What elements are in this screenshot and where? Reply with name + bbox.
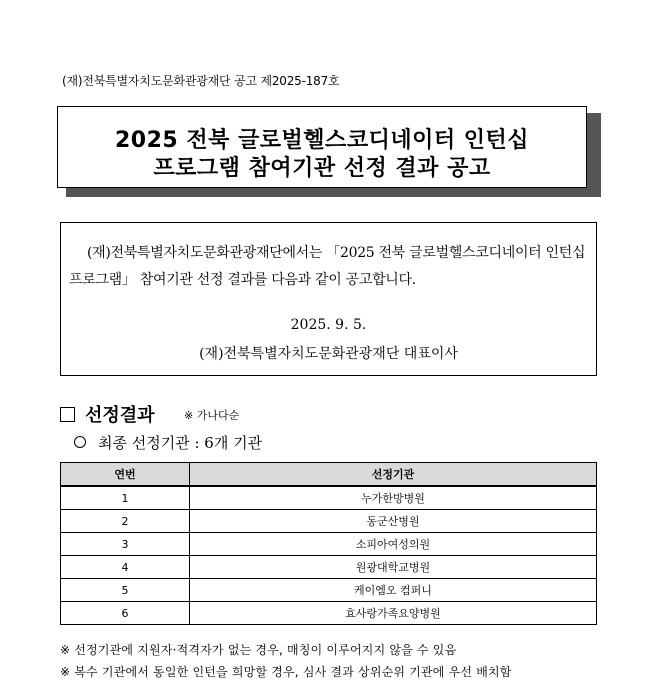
table-row [61, 510, 597, 533]
row-institution: 소피아여성의원 [190, 533, 597, 556]
section-heading [60, 401, 155, 427]
row-number: 2 [61, 510, 190, 533]
row-number: 3 [61, 533, 190, 556]
sub-heading-label: 최종 선정기관 : 6개 기관 [98, 434, 263, 452]
header-number: 연번 [61, 463, 190, 487]
announcement-number: (재)전북특별자치도문화관광재단 공고 제2025-187호 [62, 74, 340, 88]
notice-signature: (재)전북특별자치도문화관광재단 대표이사 [199, 346, 458, 362]
selection-result-table [60, 462, 597, 625]
footnote-2: ※ 복수 기관에서 동일한 인턴을 희망할 경우, 심사 결과 상위순위 기관에 우선 배치함 [60, 665, 512, 679]
row-number: 6 [61, 602, 190, 625]
row-institution: 케이엠오 컴퍼니 [190, 579, 597, 602]
row-number: 1 [61, 486, 190, 510]
row-number: 5 [61, 579, 190, 602]
title-line-2: 프로그램 참여기관 선정 결과 공고 [153, 156, 491, 181]
sort-note: ※ 가나다순 [184, 409, 240, 422]
sub-heading [74, 432, 262, 453]
table-row [61, 602, 597, 625]
table-row [61, 579, 597, 602]
table-header-row [61, 463, 597, 487]
section-heading-label: 선정결과 [85, 405, 155, 426]
title-box [57, 106, 587, 188]
row-institution: 원광대학교병원 [190, 556, 597, 579]
title-line-1: 2025 전북 글로벌헬스코디네이터 인턴십 [115, 128, 529, 153]
row-institution: 동군산병원 [190, 510, 597, 533]
footnote-1: ※ 선정기관에 지원자·적격자가 없는 경우, 매칭이 이루어지지 않을 수 있음 [60, 643, 457, 657]
table-row [61, 486, 597, 510]
notice-box [60, 222, 597, 376]
notice-paragraph: (재)전북특별자치도문화관광재단에서는 「2025 전북 글로벌헬스코디네이터 인턴십 프로그램」 참여기관 선정 결과를 다음과 같이 공고합니다. [69, 245, 586, 288]
table-row [61, 556, 597, 579]
circle-bullet-icon [74, 436, 86, 448]
row-institution: 효사랑가족요양병원 [190, 602, 597, 625]
table-row [61, 533, 597, 556]
notice-date: 2025. 9. 5. [290, 317, 367, 333]
square-bullet-icon [60, 407, 75, 422]
row-number: 4 [61, 556, 190, 579]
header-institution: 선정기관 [190, 463, 597, 487]
row-institution: 누가한방병원 [190, 486, 597, 510]
